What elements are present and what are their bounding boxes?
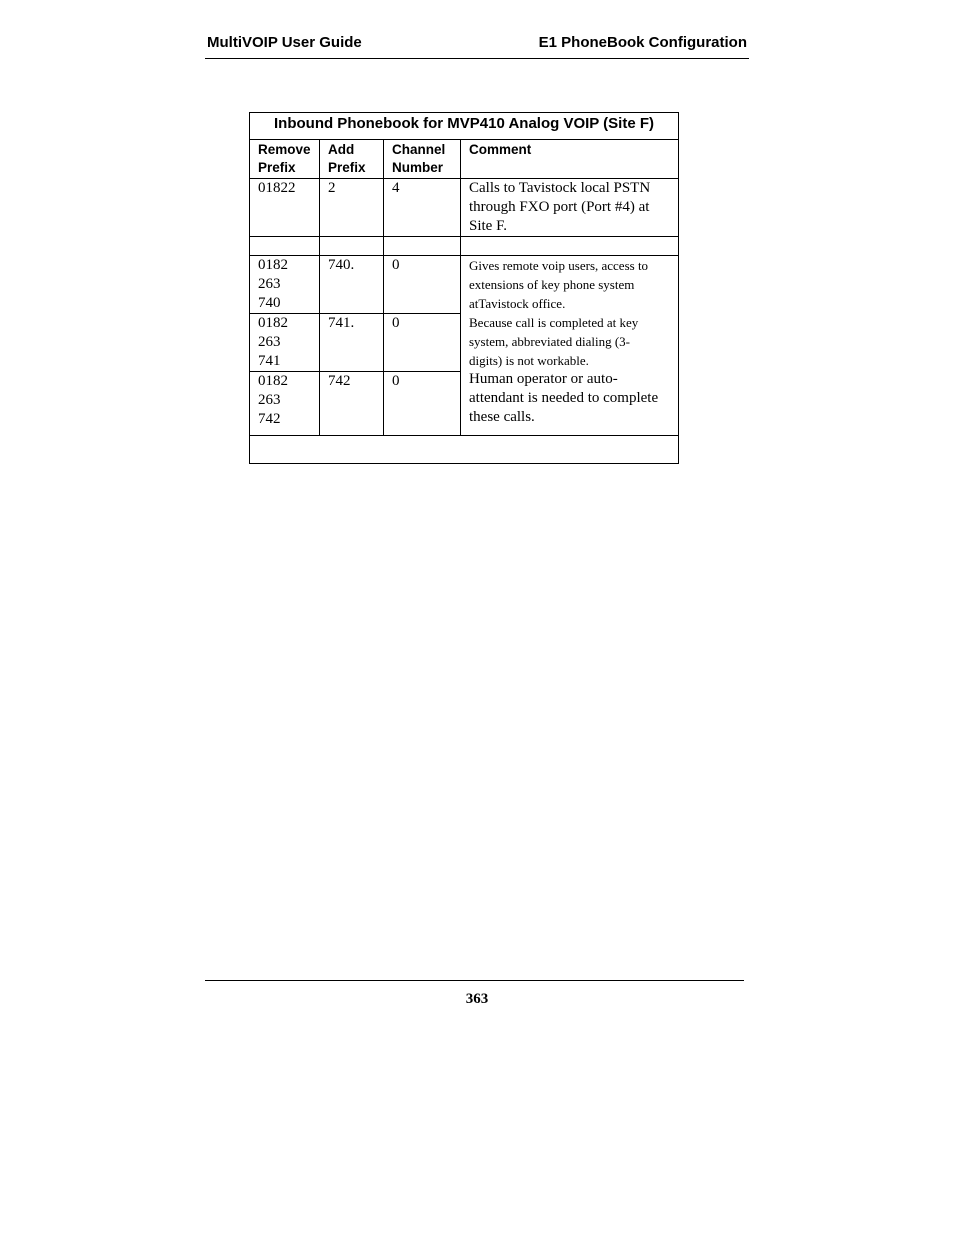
remove-prefix-cell: 0182 263 740 bbox=[250, 256, 320, 314]
table-title: Inbound Phonebook for MVP410 Analog VOIP (Site F) bbox=[250, 113, 679, 140]
header-section-title: E1 PhoneBook Configuration bbox=[538, 34, 747, 51]
page-number: 363 bbox=[465, 991, 489, 1007]
column-header-row bbox=[250, 140, 679, 179]
comment-cell: Calls to Tavistock local PSTN through FXO port (Port #4) at Site F. bbox=[461, 179, 679, 237]
channel-cell: 0 bbox=[384, 372, 461, 436]
add-prefix-cell: 2 bbox=[320, 179, 384, 237]
channel-cell: 0 bbox=[384, 256, 461, 314]
page-header bbox=[205, 33, 749, 59]
col-add-prefix: Add Prefix bbox=[320, 140, 384, 179]
empty-footer-row bbox=[250, 436, 679, 464]
merged-comment-cell: Gives remote voip users, access to extensions of key phone system atTavistock office. Because call is completed at key system, abbreviated dialing (3- digits) is not workable. Human operator or auto- attendant is needed to complete these calls. bbox=[461, 256, 679, 436]
footer-rule bbox=[205, 980, 744, 981]
channel-cell: 0 bbox=[384, 314, 461, 372]
add-prefix-cell: 741. bbox=[320, 314, 384, 372]
inbound-phonebook-table bbox=[249, 112, 679, 464]
add-prefix-cell: 740. bbox=[320, 256, 384, 314]
remove-prefix-cell: 0182 263 741 bbox=[250, 314, 320, 372]
col-channel-number: Channel Number bbox=[384, 140, 461, 179]
add-prefix-cell: 742 bbox=[320, 372, 384, 436]
header-guide-title: MultiVOIP User Guide bbox=[207, 34, 362, 51]
remove-prefix-cell: 0182 263 742 bbox=[250, 372, 320, 436]
col-comment: Comment bbox=[461, 140, 679, 179]
empty-row bbox=[250, 237, 679, 256]
col-remove-prefix: Remove Prefix bbox=[250, 140, 320, 179]
table-row bbox=[250, 179, 679, 237]
remove-prefix-cell: 01822 bbox=[250, 179, 320, 237]
channel-cell: 4 bbox=[384, 179, 461, 237]
table-row bbox=[250, 256, 679, 314]
